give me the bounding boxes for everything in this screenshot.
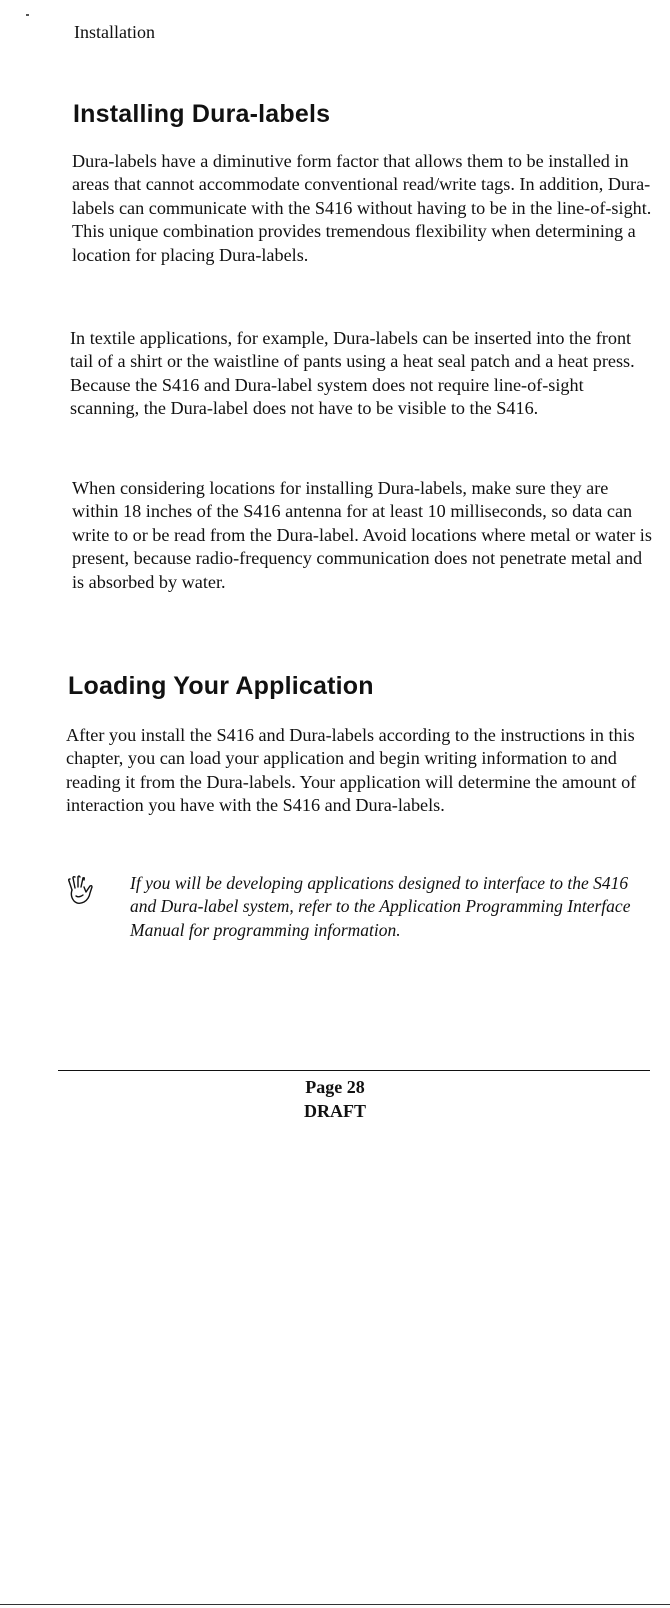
section-title-installing: Installing Dura-labels [73,100,331,128]
page-number: Page 28 [305,1077,365,1097]
draft-label: DRAFT [304,1101,366,1121]
paragraph: In textile applications, for example, Dura-labels can be inserted into the front tail of a shirt or the waistline of pants using a heat seal patch and a heat press. Because the S416 and Dura-label system does not require line-of-sight scanning, the Dura-label does not have to be visible to the S416. [70,328,635,419]
paragraph: After you install the S416 and Dura-labels according to the instructions in this chapter, you can load your application and begin writing information to and reading it from the Dura-labels. Your application will determine the amount of interaction you have with the S416 and Dura-labels. [66,725,637,816]
note-callout [62,872,652,972]
footer-divider [58,1070,650,1071]
note-text: If you will be developing applications designed to interface to the S416 and Dura-label system, refer to the Application Programming Interface Manual for programming information. [130,873,631,940]
page-bottom-edge [0,1604,670,1605]
margin-mark [26,14,29,16]
running-header: Installation [74,22,155,42]
section-title-loading: Loading Your Application [68,672,374,700]
paragraph: When considering locations for installing Dura-labels, make sure they are within 18 inches of the S416 antenna for at least 10 milliseconds, so data can write to or be read from the Dura-label. Avoid locations where metal or water is present, because radio-frequency communication does not penetrate metal and is absorbed by water. [72,478,652,592]
paragraph: Dura-labels have a diminutive form factor that allows them to be installed in areas that cannot accommodate conventional read/write tags. In addition, Dura-labels can communicate with the S416 without having to be in the line-of-sight. This unique combination provides tremendous flexibility when determining a location for placing Dura-labels. [72,151,652,265]
pointing-hand-icon [64,874,98,908]
